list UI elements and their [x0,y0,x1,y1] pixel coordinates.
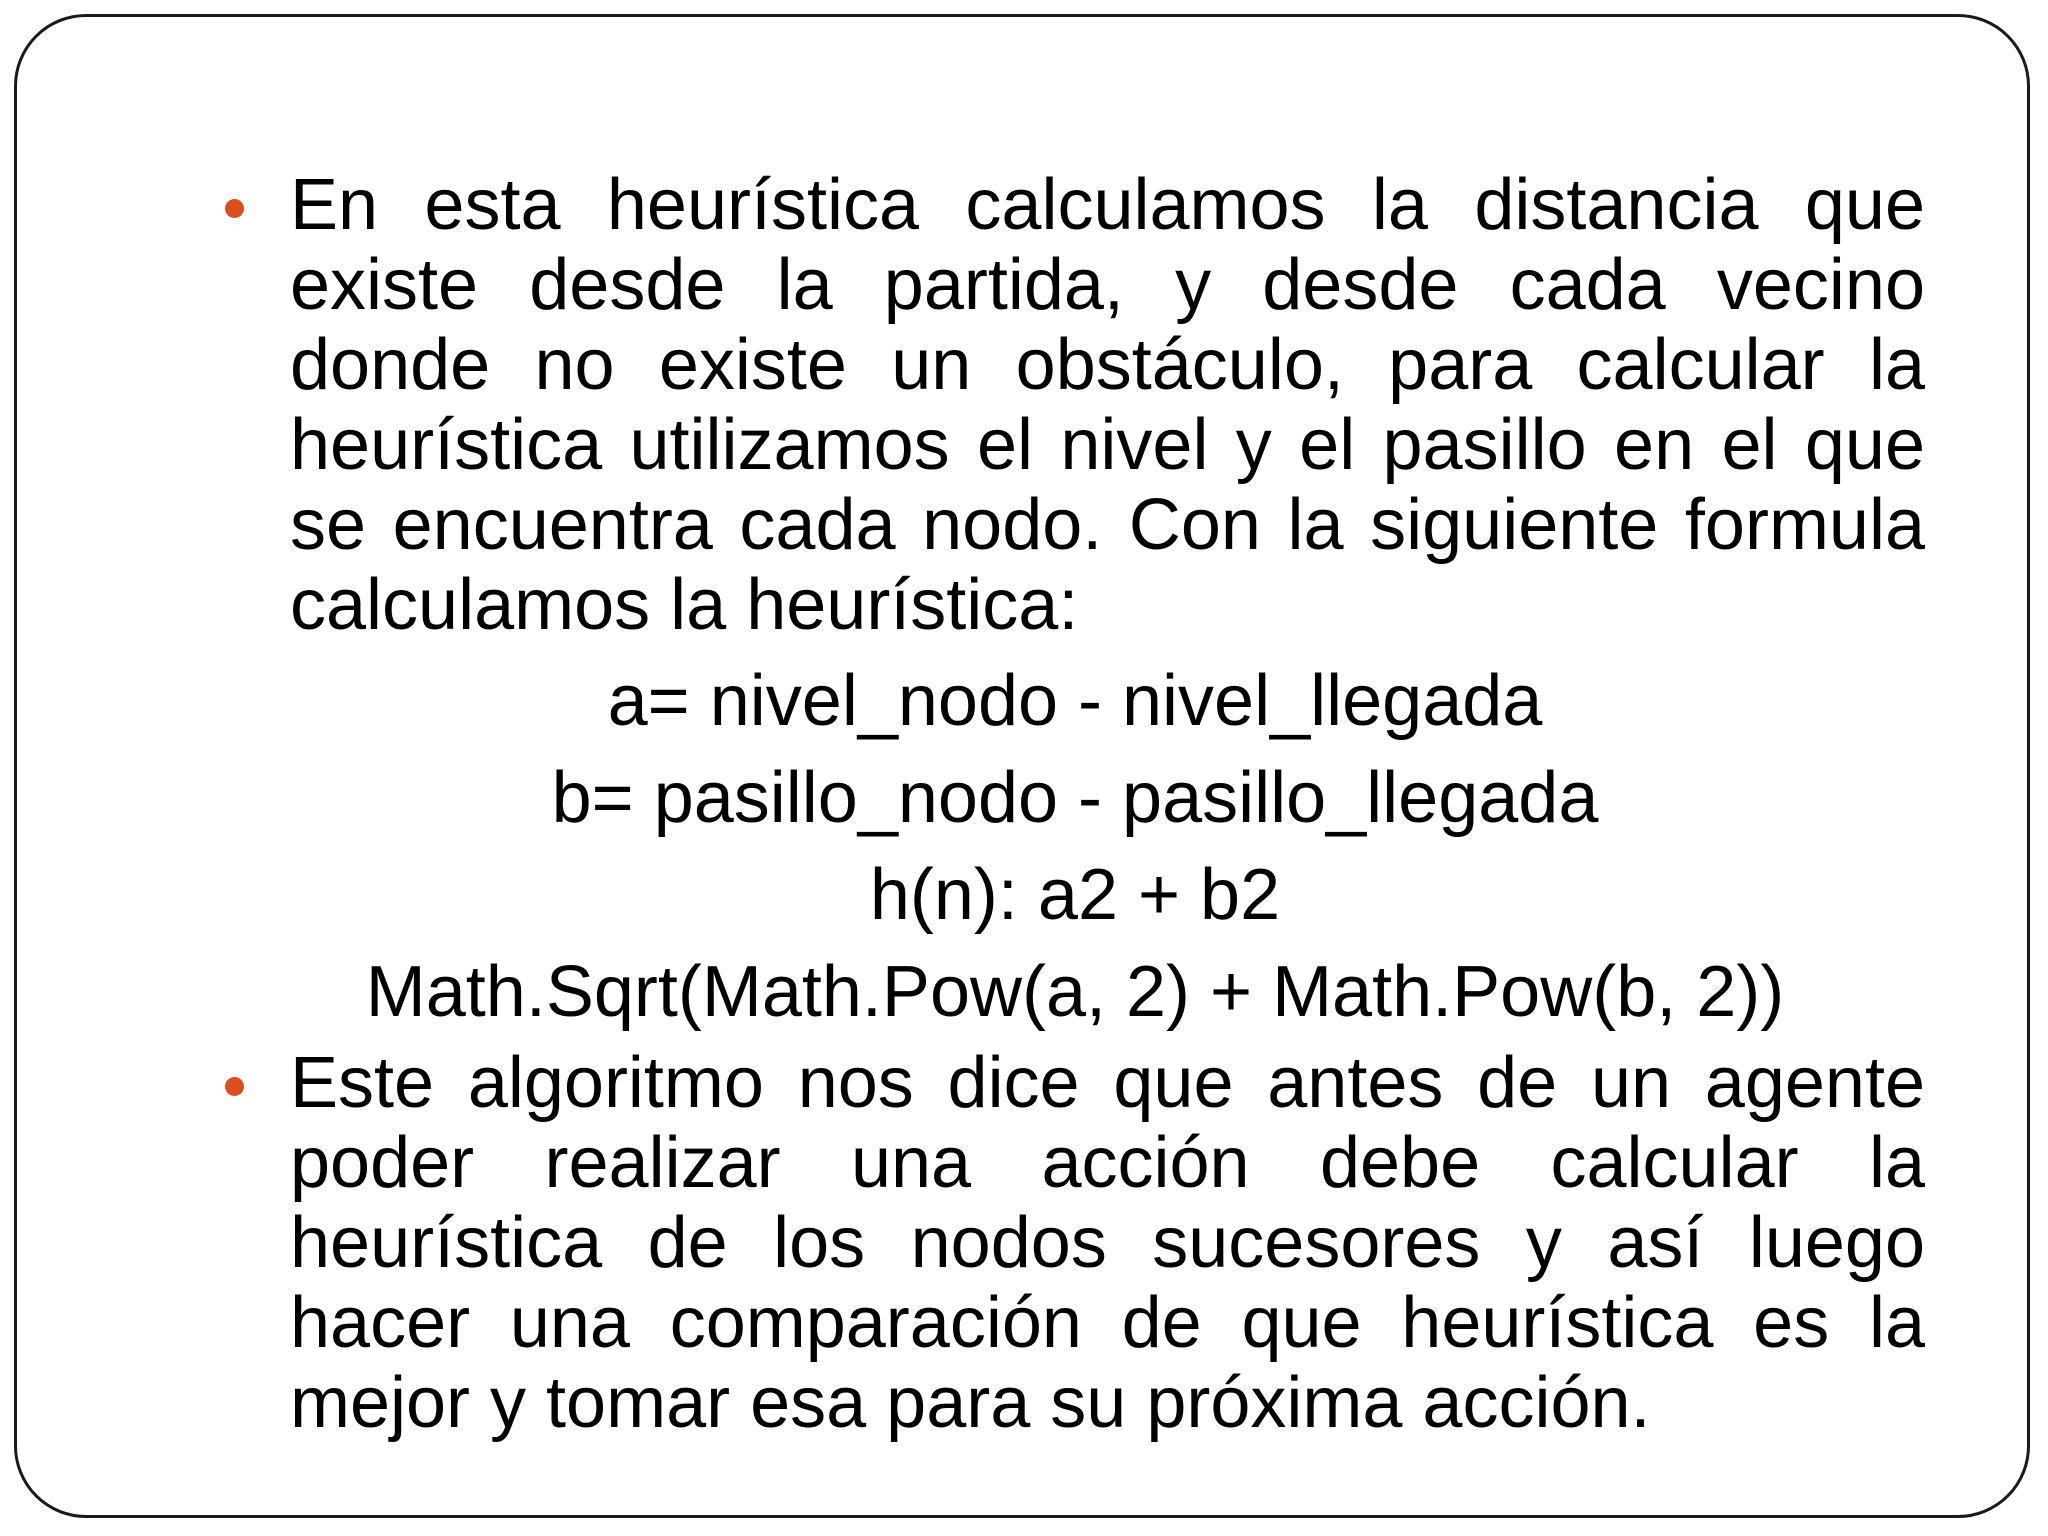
bullet-text: En esta heurística calculamos la distancia que existe desde la partida, y desde cada vecino donde no existe un obstáculo, para calcular la heurística utilizamos el nivel y el pasillo en el que se encuentra cada nodo. Con la siguiente formula calculamos la heurística: [290,165,1925,645]
bullet-item-heuristic-description [225,165,1925,645]
formula-line-b: b= pasillo_nodo - pasillo_llegada [551,758,1599,838]
bullet-item-algorithm-description [225,1043,1925,1443]
formula-line-a: a= nivel_nodo - nivel_llegada [607,661,1543,741]
formula-block [225,653,1925,1041]
formula-line-code: Math.Sqrt(Math.Pow(a, 2) + Math.Pow(b, 2)) [365,952,1785,1032]
bullet-text: Este algoritmo nos dice que antes de un agente poder realizar una acción debe calcular la heurística de los nodos sucesores y así luego hacer una comparación de que heurística es la mejor y tomar esa para su próxima acción. [290,1043,1925,1443]
formula-line-h: h(n): a2 + b2 [869,855,1281,935]
bullet-dot-icon [225,1077,244,1096]
slide-content [225,165,1925,1443]
bullet-dot-icon [225,199,244,218]
